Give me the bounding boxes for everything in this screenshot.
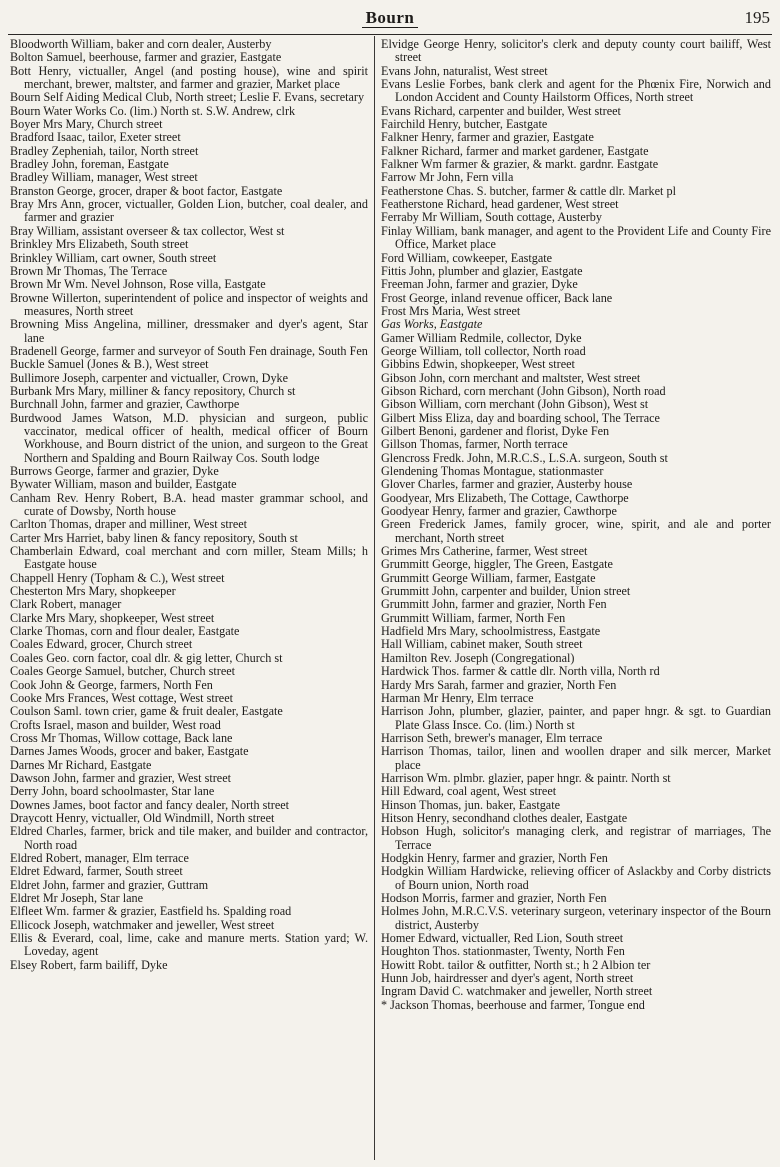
directory-entry: Bradley Zepheniah, tailor, North street — [10, 143, 199, 158]
directory-entry: Buckle Samuel (Jones & B.), West street — [10, 357, 209, 372]
directory-entry: Carter Mrs Harriet, baby linen & fancy repository, South st — [10, 530, 298, 545]
directory-entry: Hill Edward, coal agent, West street — [381, 784, 557, 799]
directory-entry: Carlton Thomas, draper and milliner, West street — [10, 517, 248, 532]
directory-entry: Hodgkin William Hardwicke, relieving officer of Aslackby and Corby districts of Bourn union, North road — [381, 864, 771, 892]
directory-entry: Chesterton Mrs Mary, shopkeeper — [10, 584, 176, 599]
directory-entry: Bott Henry, victualler, Angel (and posting house), wine and spirit merchant, brewer, maltster, and farmer and grazier, Market place — [10, 63, 368, 92]
directory-entry: Grummitt John, farmer and grazier, North Fen — [381, 597, 607, 612]
directory-entry: Cook John & George, farmers, North Fen — [10, 677, 213, 692]
directory-entry: Eldred Charles, farmer, brick and tile maker, and builder and contractor, North road — [10, 824, 368, 852]
directory-entry: Burdwood James Watson, M.D. physician and surgeon, public vaccinator, medical officer of health, medical officer of Bourn Workhouse, and Bourn district of the union, and surgeon to the Great Northern and Spalding and Bourn Railway Cos. South lodge — [10, 410, 368, 465]
directory-entry: Bywater William, mason and builder, Eastgate — [10, 477, 237, 492]
directory-entry: Eldret Edward, farmer, South street — [10, 864, 183, 879]
directory-entry: Burbank Mrs Mary, milliner & fancy repository, Church st — [10, 383, 296, 398]
directory-entry: Dawson John, farmer and grazier, West street — [10, 770, 231, 785]
directory-entry: Bourn Self Aiding Medical Club, North street; Leslie F. Evans, secretary — [10, 90, 365, 105]
directory-entry: Ford William, cowkeeper, Eastgate — [381, 250, 553, 265]
directory-entry: Eldret Mr Joseph, Star lane — [10, 891, 144, 905]
directory-entry: Bullimore Joseph, carpenter and victualler, Crown, Dyke — [10, 370, 289, 385]
directory-entry: Evans John, naturalist, West street — [381, 63, 548, 78]
directory-entry: Harrison Wm. plmbr. glazier, paper hngr. & paintr. North st — [381, 770, 671, 785]
directory-entry: Bolton Samuel, beerhouse, farmer and grazier, Eastgate — [10, 50, 282, 65]
directory-entry: Gillson Thomas, farmer, North terrace — [381, 437, 568, 452]
directory-entry: Hunn Job, hairdresser and dyer's agent, North street — [381, 971, 634, 986]
directory-entry: Harman Mr Henry, Elm terrace — [381, 690, 534, 705]
directory-entry: Canham Rev. Henry Robert, B.A. head master grammar school, and curate of Dowsby, North house — [10, 490, 368, 519]
directory-entry: Eldret John, farmer and grazier, Guttram — [10, 877, 209, 892]
directory-entry: Darnes Mr Richard, Eastgate — [10, 757, 152, 772]
directory-entry: Derry John, board schoolmaster, Star lane — [10, 784, 215, 799]
directory-entry: Coales Geo. corn factor, coal dlr. & gig letter, Church st — [10, 650, 283, 665]
directory-entry: Grummitt William, farmer, North Fen — [381, 610, 566, 625]
directory-entry: Homer Edward, victualler, Red Lion, South street — [381, 931, 624, 946]
directory-entry: Green Frederick James, family grocer, wine, spirit, and ale and porter merchant, North street — [381, 517, 771, 545]
page-number: 195 — [744, 8, 770, 27]
directory-entry: Clarke Thomas, corn and flour dealer, Eastgate — [10, 624, 240, 639]
directory-entry: Elvidge George Henry, solicitor's clerk and deputy county court bailiff, West street — [381, 38, 771, 65]
directory-entry: Bray William, assistant overseer & tax collector, West st — [10, 223, 285, 238]
directory-entry: Ingram David C. watchmaker and jeweller, North street — [381, 984, 653, 999]
directory-entry: Chappell Henry (Topham & C.), West street — [10, 570, 225, 585]
directory-entry: Darnes James Woods, grocer and baker, Eastgate — [10, 744, 249, 759]
directory-entry: Hobson Hugh, solicitor's managing clerk, and registrar of marriages, The Terrace — [381, 824, 771, 852]
directory-entry: Ferraby Mr William, South cottage, Austerby — [381, 210, 602, 225]
directory-entry: Bradley John, foreman, Eastgate — [10, 157, 169, 172]
directory-entry: George William, toll collector, North road — [381, 343, 586, 358]
directory-entry: Grimes Mrs Catherine, farmer, West street — [381, 544, 588, 559]
directory-entry: Hardwick Thos. farmer & cattle dlr. North villa, North rd — [381, 664, 660, 679]
directory-entry: Harrison Thomas, tailor, linen and woollen draper and silk mercer, Market place — [381, 744, 771, 772]
directory-entry: Goodyear Henry, farmer and grazier, Cawthorpe — [381, 504, 617, 519]
directory-entry: Ellis & Everard, coal, lime, cake and manure merts. Station yard; W. Loveday, agent — [10, 931, 368, 959]
directory-entry: Featherstone Richard, head gardener, West street — [381, 197, 619, 212]
directory-entry: Frost Mrs Maria, West street — [381, 303, 521, 318]
directory-entry: Bloodworth William, baker and corn dealer, Austerby — [10, 38, 272, 51]
directory-entry: Hodson Morris, farmer and grazier, North Fen — [381, 891, 607, 905]
directory-entry: Finlay William, bank manager, and agent to the Provident Life and County Fire Office, Market place — [381, 223, 771, 252]
directory-entry: Chamberlain Edward, coal merchant and corn miller, Steam Mills; h Eastgate house — [10, 544, 368, 572]
directory-entry: Glendening Thomas Montague, stationmaster — [381, 464, 604, 478]
header-rule — [8, 34, 772, 35]
directory-entry: Hinson Thomas, jun. baker, Eastgate — [381, 797, 561, 812]
directory-entry: Clarke Mrs Mary, shopkeeper, West street — [10, 610, 215, 625]
left-column — [10, 38, 368, 1164]
directory-entry: Clark Robert, manager — [10, 597, 122, 612]
directory-entry: Fittis John, plumber and glazier, Eastgate — [381, 263, 583, 278]
directory-entry: Howitt Robt. tailor & outfitter, North st.; h 2 Albion ter — [381, 957, 651, 972]
directory-entry: Gibson Richard, corn merchant (John Gibson), North road — [381, 383, 666, 398]
directory-entry: Glencross Fredk. John, M.R.C.S., L.S.A. surgeon, South st — [381, 450, 668, 465]
directory-entry: Gilbert Benoni, gardener and florist, Dyke Fen — [381, 423, 610, 438]
directory-entry: Hitson Henry, secondhand clothes dealer, Eastgate — [381, 810, 628, 825]
directory-entry: Brinkley Mrs Elizabeth, South street — [10, 237, 189, 252]
directory-entry: Bradenell George, farmer and surveyor of South Fen drainage, South Fen — [10, 343, 368, 358]
directory-entry: Evans Richard, carpenter and builder, West street — [381, 103, 621, 118]
directory-entry: Featherstone Chas. S. butcher, farmer & cattle dlr. Market pl — [381, 183, 676, 198]
directory-entry: Hodgkin Henry, farmer and grazier, North Fen — [381, 850, 608, 865]
directory-entry: Goodyear, Mrs Elizabeth, The Cottage, Cawthorpe — [381, 490, 629, 505]
directory-entry: Burchnall John, farmer and grazier, Cawthorpe — [10, 397, 240, 412]
directory-entry: Gibson William, corn merchant (John Gibson), West st — [381, 397, 649, 412]
directory-entry: Gibson John, corn merchant and maltster, West street — [381, 370, 641, 385]
directory-entry: Browning Miss Angelina, milliner, dressmaker and dyer's agent, Star lane — [10, 317, 368, 345]
directory-entry: Falkner Wm farmer & grazier, & markt. gardnr. Eastgate — [381, 157, 659, 172]
directory-entry: Bradley William, manager, West street — [10, 170, 198, 185]
directory-entry: Bourn Water Works Co. (lim.) North st. S.W. Andrew, clrk — [10, 103, 296, 118]
directory-entry: Glover Charles, farmer and grazier, Austerby house — [381, 477, 633, 492]
directory-entry: Downes James, boot factor and fancy dealer, North street — [10, 797, 290, 812]
right-column — [381, 38, 771, 1164]
directory-entry: Elfleet Wm. farmer & grazier, Eastfield hs. Spalding road — [10, 904, 292, 919]
directory-entry: Grummitt George, higgler, The Green, Eastgate — [381, 557, 613, 572]
directory-entry: Hall William, cabinet maker, South street — [381, 637, 583, 652]
column-divider — [374, 36, 375, 1160]
directory-entry: Gas Works, Eastgate — [381, 317, 483, 332]
directory-entry: Houghton Thos. stationmaster, Twenty, North Fen — [381, 944, 625, 959]
directory-entry: Grummitt George William, farmer, Eastgate — [381, 570, 596, 585]
directory-entry: Farrow Mr John, Fern villa — [381, 170, 514, 185]
directory-entry: Brown Mr Wm. Nevel Johnson, Rose villa, Eastgate — [10, 277, 266, 292]
directory-entry: Holmes John, M.R.C.V.S. veterinary surgeon, veterinary inspector of the Bourn district, Austerby — [381, 904, 771, 932]
directory-entry: Evans Leslie Forbes, bank clerk and agent for the Phœnix Fire, Norwich and London Accident and County Hailstorm Offices, North street — [381, 77, 771, 105]
directory-entry: Brown Mr Thomas, The Terrace — [10, 263, 168, 278]
directory-entry: Frost George, inland revenue officer, Back lane — [381, 290, 613, 305]
directory-entry: Elsey Robert, farm bailiff, Dyke — [10, 957, 168, 972]
directory-entry: Hadfield Mrs Mary, schoolmistress, Eastgate — [381, 624, 601, 639]
directory-entry: Draycott Henry, victualler, Old Windmill, North street — [10, 810, 275, 825]
directory-entry: Bray Mrs Ann, grocer, victualler, Golden Lion, butcher, coal dealer, and farmer and grazier — [10, 197, 368, 225]
directory-entry: Browne Willerton, superintendent of police and inspector of weights and measures, North street — [10, 290, 368, 318]
directory-entry: Coales Edward, grocer, Church street — [10, 637, 193, 652]
page-header — [0, 6, 780, 36]
directory-entry: Eldred Robert, manager, Elm terrace — [10, 850, 189, 865]
directory-entry: Harrison Seth, brewer's manager, Elm terrace — [381, 730, 603, 745]
directory-entry: Gilbert Miss Eliza, day and boarding school, The Terrace — [381, 410, 660, 425]
directory-entry: Brinkley William, cart owner, South street — [10, 250, 217, 265]
directory-entry: * Jackson Thomas, beerhouse and farmer, Tongue end — [381, 997, 645, 1012]
directory-entry: Hardy Mrs Sarah, farmer and grazier, North Fen — [381, 677, 617, 692]
directory-entry: Falkner Henry, farmer and grazier, Eastgate — [381, 130, 594, 145]
directory-entry: Burrows George, farmer and grazier, Dyke — [10, 464, 219, 478]
directory-entry: Bradford Isaac, tailor, Exeter street — [10, 130, 181, 145]
directory-entry: Branston George, grocer, draper & boot factor, Eastgate — [10, 183, 283, 198]
directory-entry: Gamer William Redmile, collector, Dyke — [381, 330, 582, 345]
directory-entry: Boyer Mrs Mary, Church street — [10, 117, 163, 132]
directory-entry: Crofts Israel, mason and builder, West road — [10, 717, 221, 732]
directory-entry: Freeman John, farmer and grazier, Dyke — [381, 277, 578, 292]
directory-entry: Cross Mr Thomas, Willow cottage, Back lane — [10, 730, 233, 745]
directory-entry: Cooke Mrs Frances, West cottage, West street — [10, 690, 234, 705]
directory-entry: Coulson Saml. town crier, game & fruit dealer, Eastgate — [10, 704, 283, 719]
directory-entry: Coales George Samuel, butcher, Church street — [10, 664, 236, 679]
directory-entry: Fairchild Henry, butcher, Eastgate — [381, 117, 548, 132]
directory-entry: Gibbins Edwin, shopkeeper, West street — [381, 357, 575, 372]
page-title: Bourn — [0, 8, 780, 28]
directory-entry: Ellicock Joseph, watchmaker and jeweller, West street — [10, 917, 275, 932]
directory-entry: Falkner Richard, farmer and market gardener, Eastgate — [381, 143, 649, 158]
directory-entry: Harrison John, plumber, glazier, painter, and paper hngr. & sgt. to Guardian Plate Glass Insce. Co. (lim.) North st — [381, 704, 771, 732]
directory-entry: Hamilton Rev. Joseph (Congregational) — [381, 650, 575, 665]
directory-entry: Grummitt John, carpenter and builder, Union street — [381, 584, 631, 599]
